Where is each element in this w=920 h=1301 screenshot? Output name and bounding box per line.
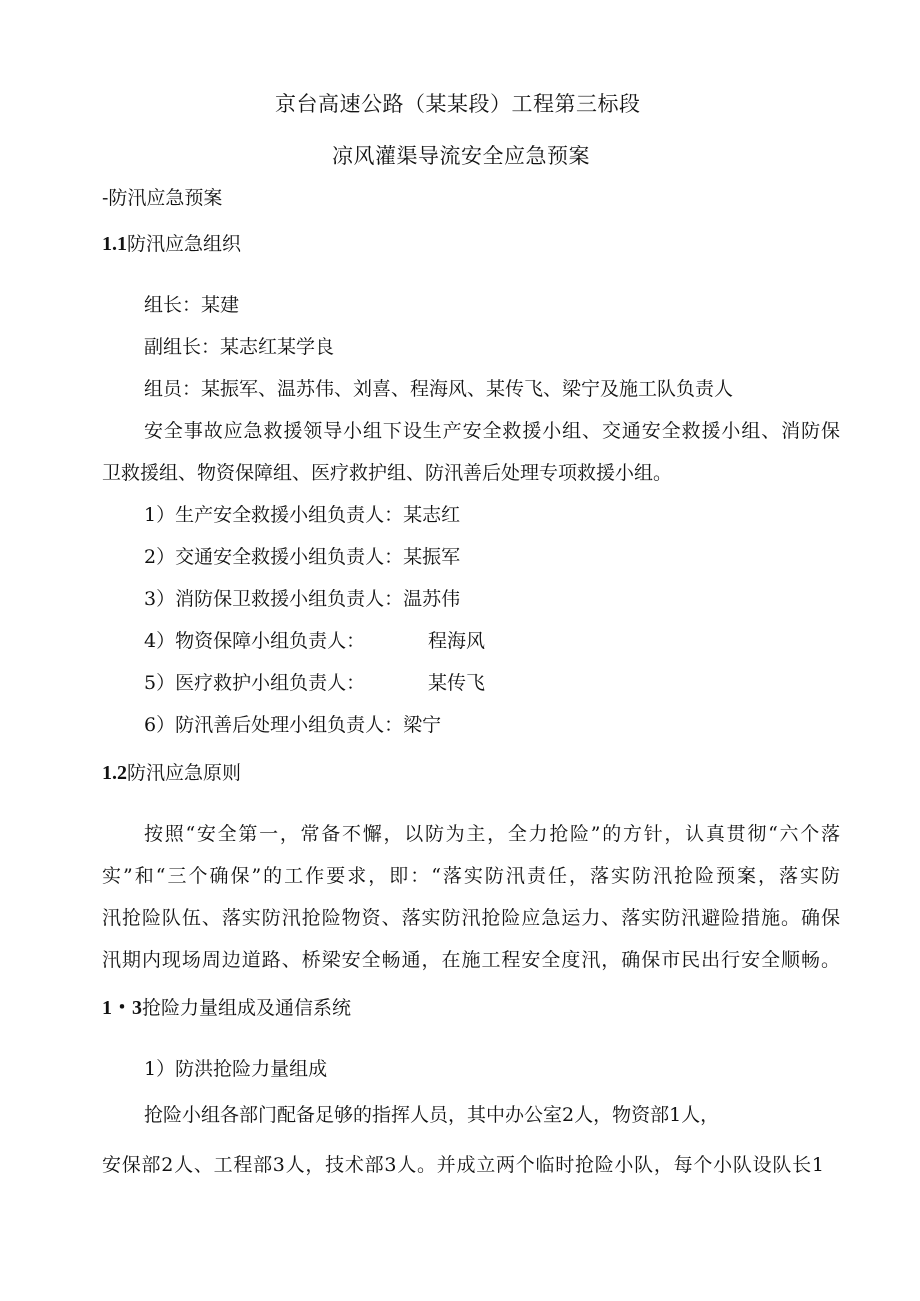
group-label: 3）消防保卫救援小组负责人： — [144, 588, 404, 610]
group-leader-name: 某振军 — [403, 546, 461, 568]
group-label: 5）医疗救护小组负责人： — [144, 672, 366, 694]
group-item — [144, 671, 365, 695]
section-heading-1-2 — [102, 761, 241, 785]
paragraph-line: 安全事故应急救援领导小组下设生产安全救援小组、交通安全救援小组、消防保 — [144, 420, 840, 442]
section-title: 抢险力量组成及通信系统 — [142, 997, 352, 1019]
leader-line: 组长：某建 — [144, 294, 240, 316]
members-line: 组员：某振军、温苏伟、刘喜、程海风、某传飞、梁宁及施工队负责人 — [144, 378, 734, 400]
section-number: 1.1 — [102, 233, 127, 255]
group-leader-name: 温苏伟 — [403, 588, 461, 610]
paragraph-line: 实”和“三个确保”的工作要求，即：“落实防汛责任，落实防汛抢险预案，落实防 — [102, 865, 840, 887]
group-leader-name: 程海风 — [428, 630, 486, 652]
section-heading-1-1 — [102, 232, 241, 256]
group-label: 4）物资保障小组负责人： — [144, 630, 366, 652]
paragraph-line: 汛期内现场周边道路、桥梁安全畅通，在施工程安全度汛，确保市民出行安全顺畅。 — [102, 949, 840, 971]
paragraph-line: 安保部2人、工程部3人，技术部3人。并成立两个临时抢险小队，每个小队设队长1 — [102, 1154, 824, 1176]
section-heading-flood-plan: -防汛应急预案 — [102, 187, 223, 209]
group-leader-name: 梁宁 — [403, 714, 442, 736]
paragraph-line: 抢险小组各部门配备足够的指挥人员，其中办公室2人，物资部1人， — [144, 1104, 720, 1126]
group-leader-name: 某志红 — [403, 504, 461, 526]
group-label: 6）防汛善后处理小组负责人： — [144, 714, 404, 736]
section-number: 1・3 — [102, 997, 142, 1019]
subsection-heading: 1）防洪抢险力量组成 — [144, 1058, 328, 1080]
group-item — [144, 713, 441, 737]
group-item — [144, 587, 460, 611]
section-heading-1-3 — [102, 996, 351, 1020]
section-title: 防汛应急原则 — [127, 762, 242, 784]
group-item — [144, 545, 460, 569]
paragraph-line: 汛抢险队伍、落实防汛抢险物资、落实防汛抢险应急运力、落实防汛避险措施。确保 — [102, 907, 840, 929]
group-label: 2）交通安全救援小组负责人： — [144, 546, 404, 568]
document-subtitle: 凉风灌渠导流安全应急预案 — [332, 144, 590, 168]
section-number: 1.2 — [102, 762, 127, 784]
group-item — [144, 503, 460, 527]
paragraph-line: 按照“安全第一，常备不懈，以防为主，全力抢险”的方针，认真贯彻“六个落 — [144, 823, 840, 845]
group-item — [144, 629, 365, 653]
paragraph-line: 卫救援组、物资保障组、医疗救护组、防汛善后处理专项救援小组。 — [102, 462, 673, 484]
document-title: 京台高速公路（某某段）工程第三标段 — [275, 92, 641, 116]
section-title: 防汛应急组织 — [127, 233, 242, 255]
group-leader-name: 某传飞 — [428, 672, 486, 694]
group-label: 1）生产安全救援小组负责人： — [144, 504, 404, 526]
vice-leader-line: 副组长：某志红某学良 — [144, 336, 335, 358]
